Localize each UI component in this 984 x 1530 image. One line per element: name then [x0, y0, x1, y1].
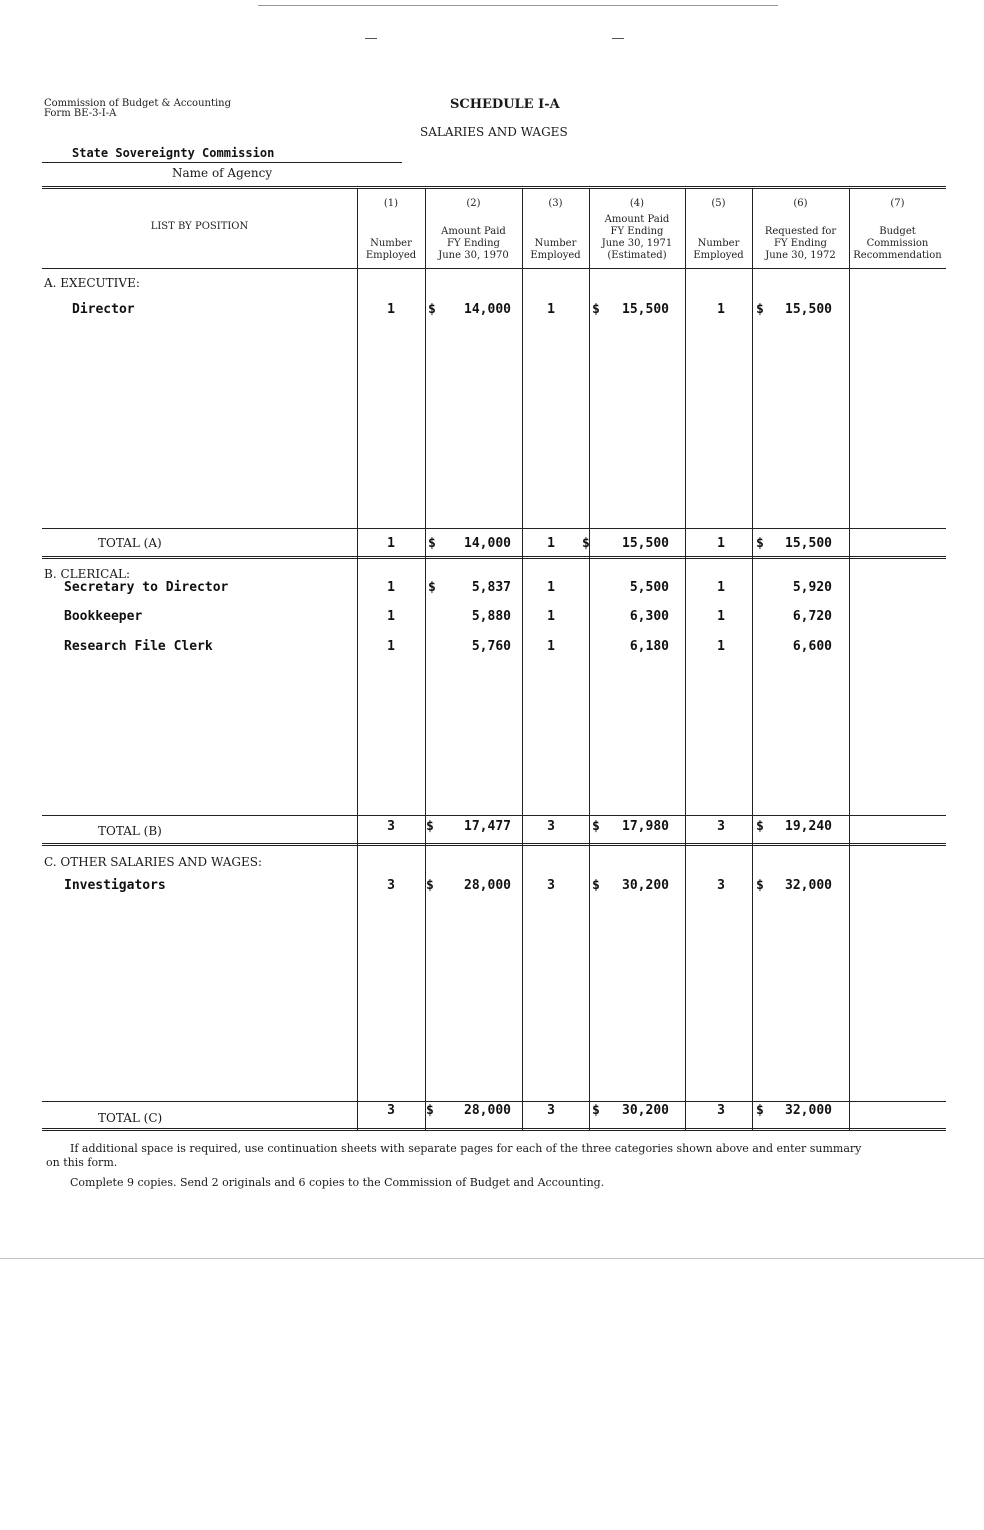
schedule-title: SCHEDULE I-A	[450, 97, 560, 112]
count-1971: 1	[547, 302, 555, 317]
dollar-sign: $	[426, 819, 434, 834]
count-1971: 1	[547, 536, 555, 551]
header-col-4: (4) Amount Paid FY Ending June 30, 1971 (Estimated)	[601, 198, 673, 261]
scan-mark	[612, 38, 624, 39]
amount-1970: 5,880	[471, 609, 511, 624]
count-1972: 1	[717, 536, 725, 551]
dollar-sign: $	[756, 536, 764, 551]
count-1970: 3	[387, 819, 395, 834]
count-1970: 1	[387, 609, 395, 624]
amount-1970: 5,837	[471, 580, 511, 595]
dollar-sign: $	[428, 536, 436, 551]
dollar-sign: $	[756, 1103, 764, 1118]
total-b-bottom-rule	[42, 843, 946, 846]
amount-1970: 14,000	[464, 536, 511, 551]
dollar-sign: $	[592, 1103, 600, 1118]
amount-1970: 28,000	[464, 1103, 511, 1118]
count-1970: 3	[387, 1103, 395, 1118]
schedule-subtitle: SALARIES AND WAGES	[420, 125, 568, 139]
amount-1972: 32,000	[785, 1103, 832, 1118]
footer-note-1: If additional space is required, use continuation sheets with separate pages for each of the three categories shown above and enter summary	[70, 1142, 862, 1155]
amount-1972: 15,500	[785, 302, 832, 317]
commission-name: Commission of Budget & Accounting	[44, 98, 232, 109]
col-divider	[522, 188, 523, 1131]
count-1971: 3	[547, 819, 555, 834]
count-1971: 1	[547, 639, 555, 654]
agency-label: Name of Agency	[172, 166, 273, 180]
header-list-by-position: LIST BY POSITION	[150, 221, 249, 232]
agency-name: State Sovereignty Commission	[72, 146, 275, 160]
dollar-sign: $	[592, 819, 600, 834]
amount-1972: 32,000	[785, 878, 832, 893]
total-a-bottom-rule	[42, 556, 946, 559]
amount-1972: 6,600	[792, 639, 832, 654]
count-1972: 3	[717, 1103, 725, 1118]
table-top-rule	[42, 186, 946, 189]
dollar-sign: $	[756, 819, 764, 834]
dollar-sign: $	[426, 1103, 434, 1118]
total-c-bottom-rule	[42, 1128, 946, 1131]
scan-mark	[365, 38, 377, 39]
position-name: Secretary to Director	[64, 580, 229, 595]
header-col-5: (5) Number Employed	[693, 198, 744, 261]
header-bottom-rule	[42, 268, 946, 269]
amount-1970: 17,477	[464, 819, 511, 834]
total-a-top-rule	[42, 528, 946, 529]
count-1970: 1	[387, 536, 395, 551]
section-a-title: A. EXECUTIVE:	[44, 276, 140, 290]
count-1972: 1	[717, 639, 725, 654]
total-label: TOTAL (C)	[98, 1111, 163, 1125]
header-col-1: (1) Number Employed	[365, 198, 417, 261]
count-1970: 1	[387, 302, 395, 317]
count-1972: 1	[717, 580, 725, 595]
position-name: Bookkeeper	[64, 609, 143, 624]
amount-1970: 28,000	[464, 878, 511, 893]
amount-1971: 15,500	[622, 536, 669, 551]
amount-1972: 5,920	[792, 580, 832, 595]
amount-1971: 30,200	[622, 878, 669, 893]
header-col-2: (2) Amount Paid FY Ending June 30, 1970	[438, 198, 509, 261]
position-name: Investigators	[64, 878, 166, 893]
count-1970: 3	[387, 878, 395, 893]
dollar-sign: $	[426, 878, 434, 893]
amount-1971: 6,180	[629, 639, 669, 654]
total-label: TOTAL (B)	[98, 824, 162, 838]
dollar-sign: $	[428, 302, 436, 317]
footer-note-1-cont: on this form.	[46, 1156, 118, 1169]
dollar-sign: $	[592, 878, 600, 893]
amount-1971: 30,200	[622, 1103, 669, 1118]
scan-edge-mark	[0, 1258, 984, 1259]
amount-1972: 19,240	[785, 819, 832, 834]
position-name: Director	[72, 302, 135, 317]
count-1971: 1	[547, 580, 555, 595]
count-1971: 3	[547, 878, 555, 893]
dollar-sign: $	[756, 878, 764, 893]
amount-1972: 6,720	[792, 609, 832, 624]
total-c-top-rule	[42, 1101, 946, 1102]
count-1971: 1	[547, 609, 555, 624]
count-1972: 3	[717, 878, 725, 893]
count-1972: 1	[717, 302, 725, 317]
col-divider	[685, 188, 686, 1131]
count-1972: 3	[717, 819, 725, 834]
total-b-top-rule	[42, 815, 946, 816]
position-name: Research File Clerk	[64, 639, 213, 654]
total-label: TOTAL (A)	[98, 536, 162, 550]
header-col-7: (7) Budget Commission Recommendation	[853, 198, 942, 261]
dollar-sign: $	[428, 580, 436, 595]
amount-1972: 15,500	[785, 536, 832, 551]
count-1970: 1	[387, 639, 395, 654]
col-divider	[357, 188, 358, 1131]
dollar-sign: $	[756, 302, 764, 317]
dollar-sign: $	[582, 536, 590, 551]
count-1971: 3	[547, 1103, 555, 1118]
header-col-6: (6) Requested for FY Ending June 30, 1972	[764, 198, 837, 261]
count-1972: 1	[717, 609, 725, 624]
col-divider	[589, 188, 590, 1131]
section-b-title: B. CLERICAL:	[44, 567, 130, 581]
col-divider	[425, 188, 426, 1131]
scan-edge-mark	[258, 5, 778, 6]
amount-1971: 17,980	[622, 819, 669, 834]
footer-note-2: Complete 9 copies. Send 2 originals and 6 copies to the Commission of Budget and Accounting.	[70, 1176, 605, 1189]
header-col-3: (3) Number Employed	[530, 198, 581, 261]
col-divider	[752, 188, 753, 1131]
amount-1971: 15,500	[622, 302, 669, 317]
section-c-title: C. OTHER SALARIES AND WAGES:	[44, 855, 263, 869]
col-divider	[849, 188, 850, 1131]
dollar-sign: $	[592, 302, 600, 317]
agency-underline	[42, 162, 402, 163]
amount-1970: 5,760	[471, 639, 511, 654]
form-number: Form BE-3-I-A	[44, 108, 117, 119]
count-1970: 1	[387, 580, 395, 595]
amount-1971: 5,500	[629, 580, 669, 595]
amount-1971: 6,300	[629, 609, 669, 624]
amount-1970: 14,000	[464, 302, 511, 317]
